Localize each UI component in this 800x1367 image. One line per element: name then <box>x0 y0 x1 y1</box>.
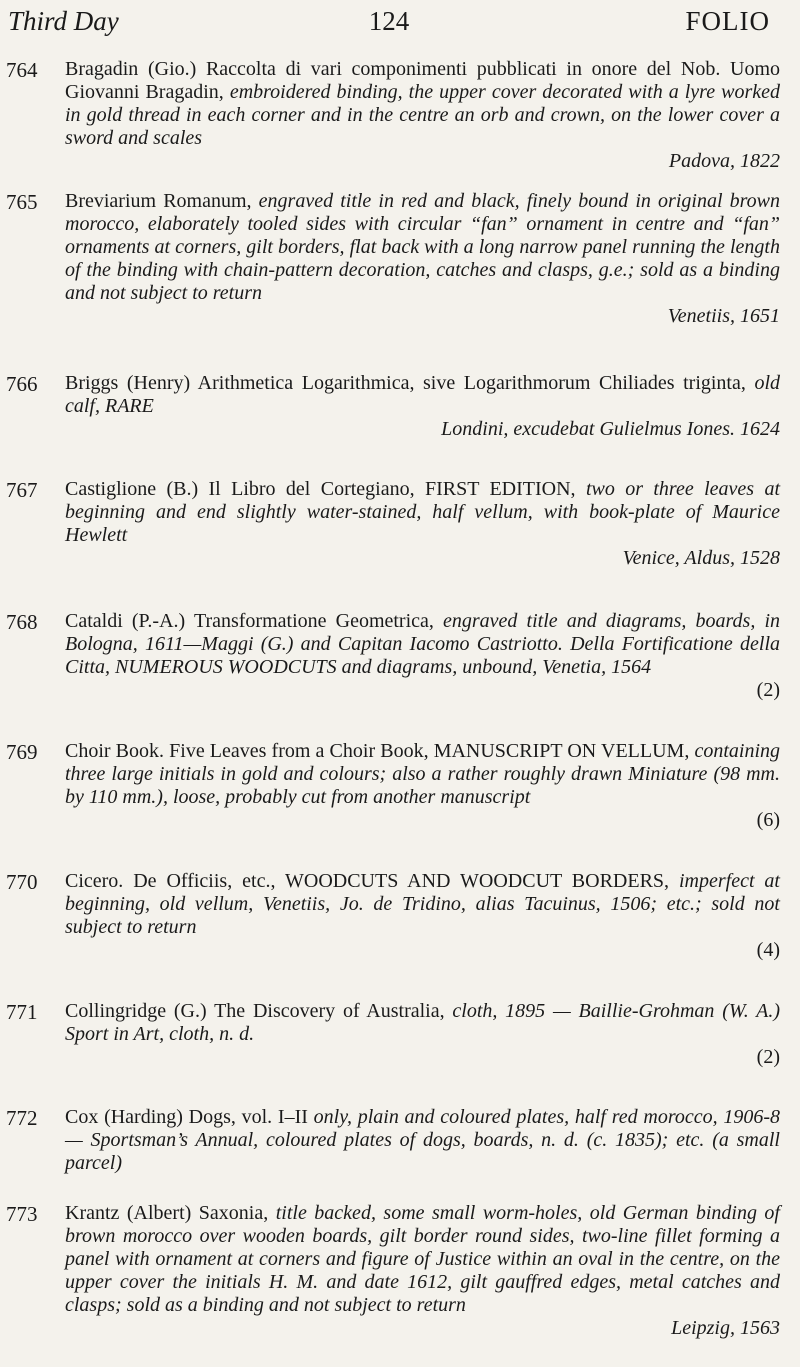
lot-title: Breviarium Romanum, <box>65 190 252 212</box>
lot-767 <box>6 478 780 570</box>
lot-imprint: Venice, Aldus, 1528 <box>622 547 780 569</box>
lot-description: old calf, RARE <box>65 372 780 417</box>
lot-description: only, plain and coloured plates, half red morocco, 1906-8— Sportsman’s Annual, coloured plates of dogs, boards, n. d. (c. 1835); etc. (a small parcel) <box>65 1106 781 1174</box>
page-number: 124 <box>368 6 410 36</box>
lot-quantity: (6) <box>756 809 780 831</box>
lot-770 <box>6 870 780 962</box>
lot-number: 767 <box>6 478 38 502</box>
lot-768 <box>6 610 780 702</box>
lot-number: 764 <box>6 58 38 82</box>
lot-description: containing three large initials in gold and colours; also a rather roughly drawn Miniature (98 mm. by 110 mm.), loose, probably cut from another manuscript <box>65 740 780 808</box>
day-heading: Third Day <box>8 6 119 36</box>
lot-description: embroidered binding, the upper cover decorated with a lyre worked in gold thread in each corner and in the centre an orb and crown, on the lower cover a sword and scales <box>65 81 781 149</box>
running-head <box>8 6 770 42</box>
lot-769 <box>6 740 780 832</box>
lot-entry <box>65 58 780 173</box>
lot-title: Choir Book. Five Leaves from a Choir Book, MANUSCRIPT ON VELLUM, <box>65 740 690 762</box>
lot-entry <box>65 1106 780 1175</box>
lot-number: 769 <box>6 740 38 764</box>
lot-description: title backed, some small worm-holes, old German binding of brown morocco over wooden boards, gilt border round sides, two-line fillet forming a panel with ornament at corners and figure of Justice within an oval in the centre, on the upper cover the initials H. M. and date 1612, gilt gauffred edges, metal catches and clasps; sold as a binding and not subject to return <box>65 1202 780 1316</box>
lot-765 <box>6 190 780 328</box>
lot-entry <box>65 610 780 702</box>
lot-description: engraved title in red and black, finely bound in original brown morocco, elaborately tooled sides with circular “fan” ornament in centre and “fan” ornaments at corners, gilt borders, flat back with a long narrow panel running the length of the binding with chain-pattern decoration, catches and clasps, g.e.; sold as a binding and not subject to return <box>65 190 780 304</box>
lot-title: Collingridge (G.) The Discovery of Australia, <box>65 1000 445 1022</box>
lot-number: 770 <box>6 870 38 894</box>
lot-entry <box>65 740 780 832</box>
lot-description: two or three leaves at beginning and end slightly water-stained, half vellum, with book-plate of Maurice Hewlett <box>65 478 781 546</box>
lot-entry <box>65 190 780 328</box>
lot-number: 771 <box>6 1000 38 1024</box>
lot-description: imperfect at beginning, old vellum, Venetiis, Jo. de Tridino, alias Tacuinus, 1506; etc.; sold not subject to return <box>65 870 780 938</box>
lot-number: 768 <box>6 610 38 634</box>
lot-766 <box>6 372 780 441</box>
lot-title: Cox (Harding) Dogs, vol. I–II <box>65 1106 308 1128</box>
lot-imprint: Leipzig, 1563 <box>671 1317 780 1339</box>
lot-entry <box>65 1000 780 1069</box>
lot-number: 766 <box>6 372 38 396</box>
lot-title: Cicero. De Officiis, etc., WOODCUTS AND WOODCUT BORDERS, <box>65 870 670 892</box>
lot-title: Briggs (Henry) Arithmetica Logarithmica, sive Logarithmorum Chiliades triginta, <box>65 372 746 394</box>
lot-entry <box>65 1202 780 1340</box>
lot-771 <box>6 1000 780 1069</box>
lot-773 <box>6 1202 780 1340</box>
lot-title: Cataldi (P.-A.) Transformatione Geometrica, <box>65 610 434 632</box>
lot-number: 773 <box>6 1202 38 1226</box>
lot-title: Bragadin (Gio.) Raccolta di vari componimenti pubblicati in onore del Nob. Uomo Giovanni Bragadin, <box>65 58 780 103</box>
lot-number: 772 <box>6 1106 38 1130</box>
format-heading: FOLIO <box>685 6 770 36</box>
lot-entry <box>65 870 780 962</box>
lot-imprint: Londini, excudebat Gulielmus Iones. 1624 <box>441 418 780 440</box>
lot-entry <box>65 478 780 570</box>
lot-772 <box>6 1106 780 1175</box>
lot-quantity: (2) <box>756 679 780 701</box>
lot-title: Castiglione (B.) Il Libro del Cortegiano, FIRST EDITION, <box>65 478 576 500</box>
lot-imprint: Venetiis, 1651 <box>667 305 780 327</box>
lot-description: cloth, 1895 — Baillie-Grohman (W. A.) Sport in Art, cloth, n. d. <box>65 1000 780 1045</box>
lot-entry <box>65 372 780 441</box>
lot-quantity: (2) <box>756 1046 780 1068</box>
lot-title: Krantz (Albert) Saxonia, <box>65 1202 269 1224</box>
lot-764 <box>6 58 780 173</box>
lot-imprint: Padova, 1822 <box>668 150 780 172</box>
lot-description: engraved title and diagrams, boards, in Bologna, 1611—Maggi (G.) and Capitan Iacomo Castriotto. Della Fortificatione della Citta, NUMEROUS WOODCUTS and diagrams, unbound, Venetia, 1564 <box>65 610 781 678</box>
lot-number: 765 <box>6 190 38 214</box>
lot-quantity: (4) <box>756 939 780 961</box>
